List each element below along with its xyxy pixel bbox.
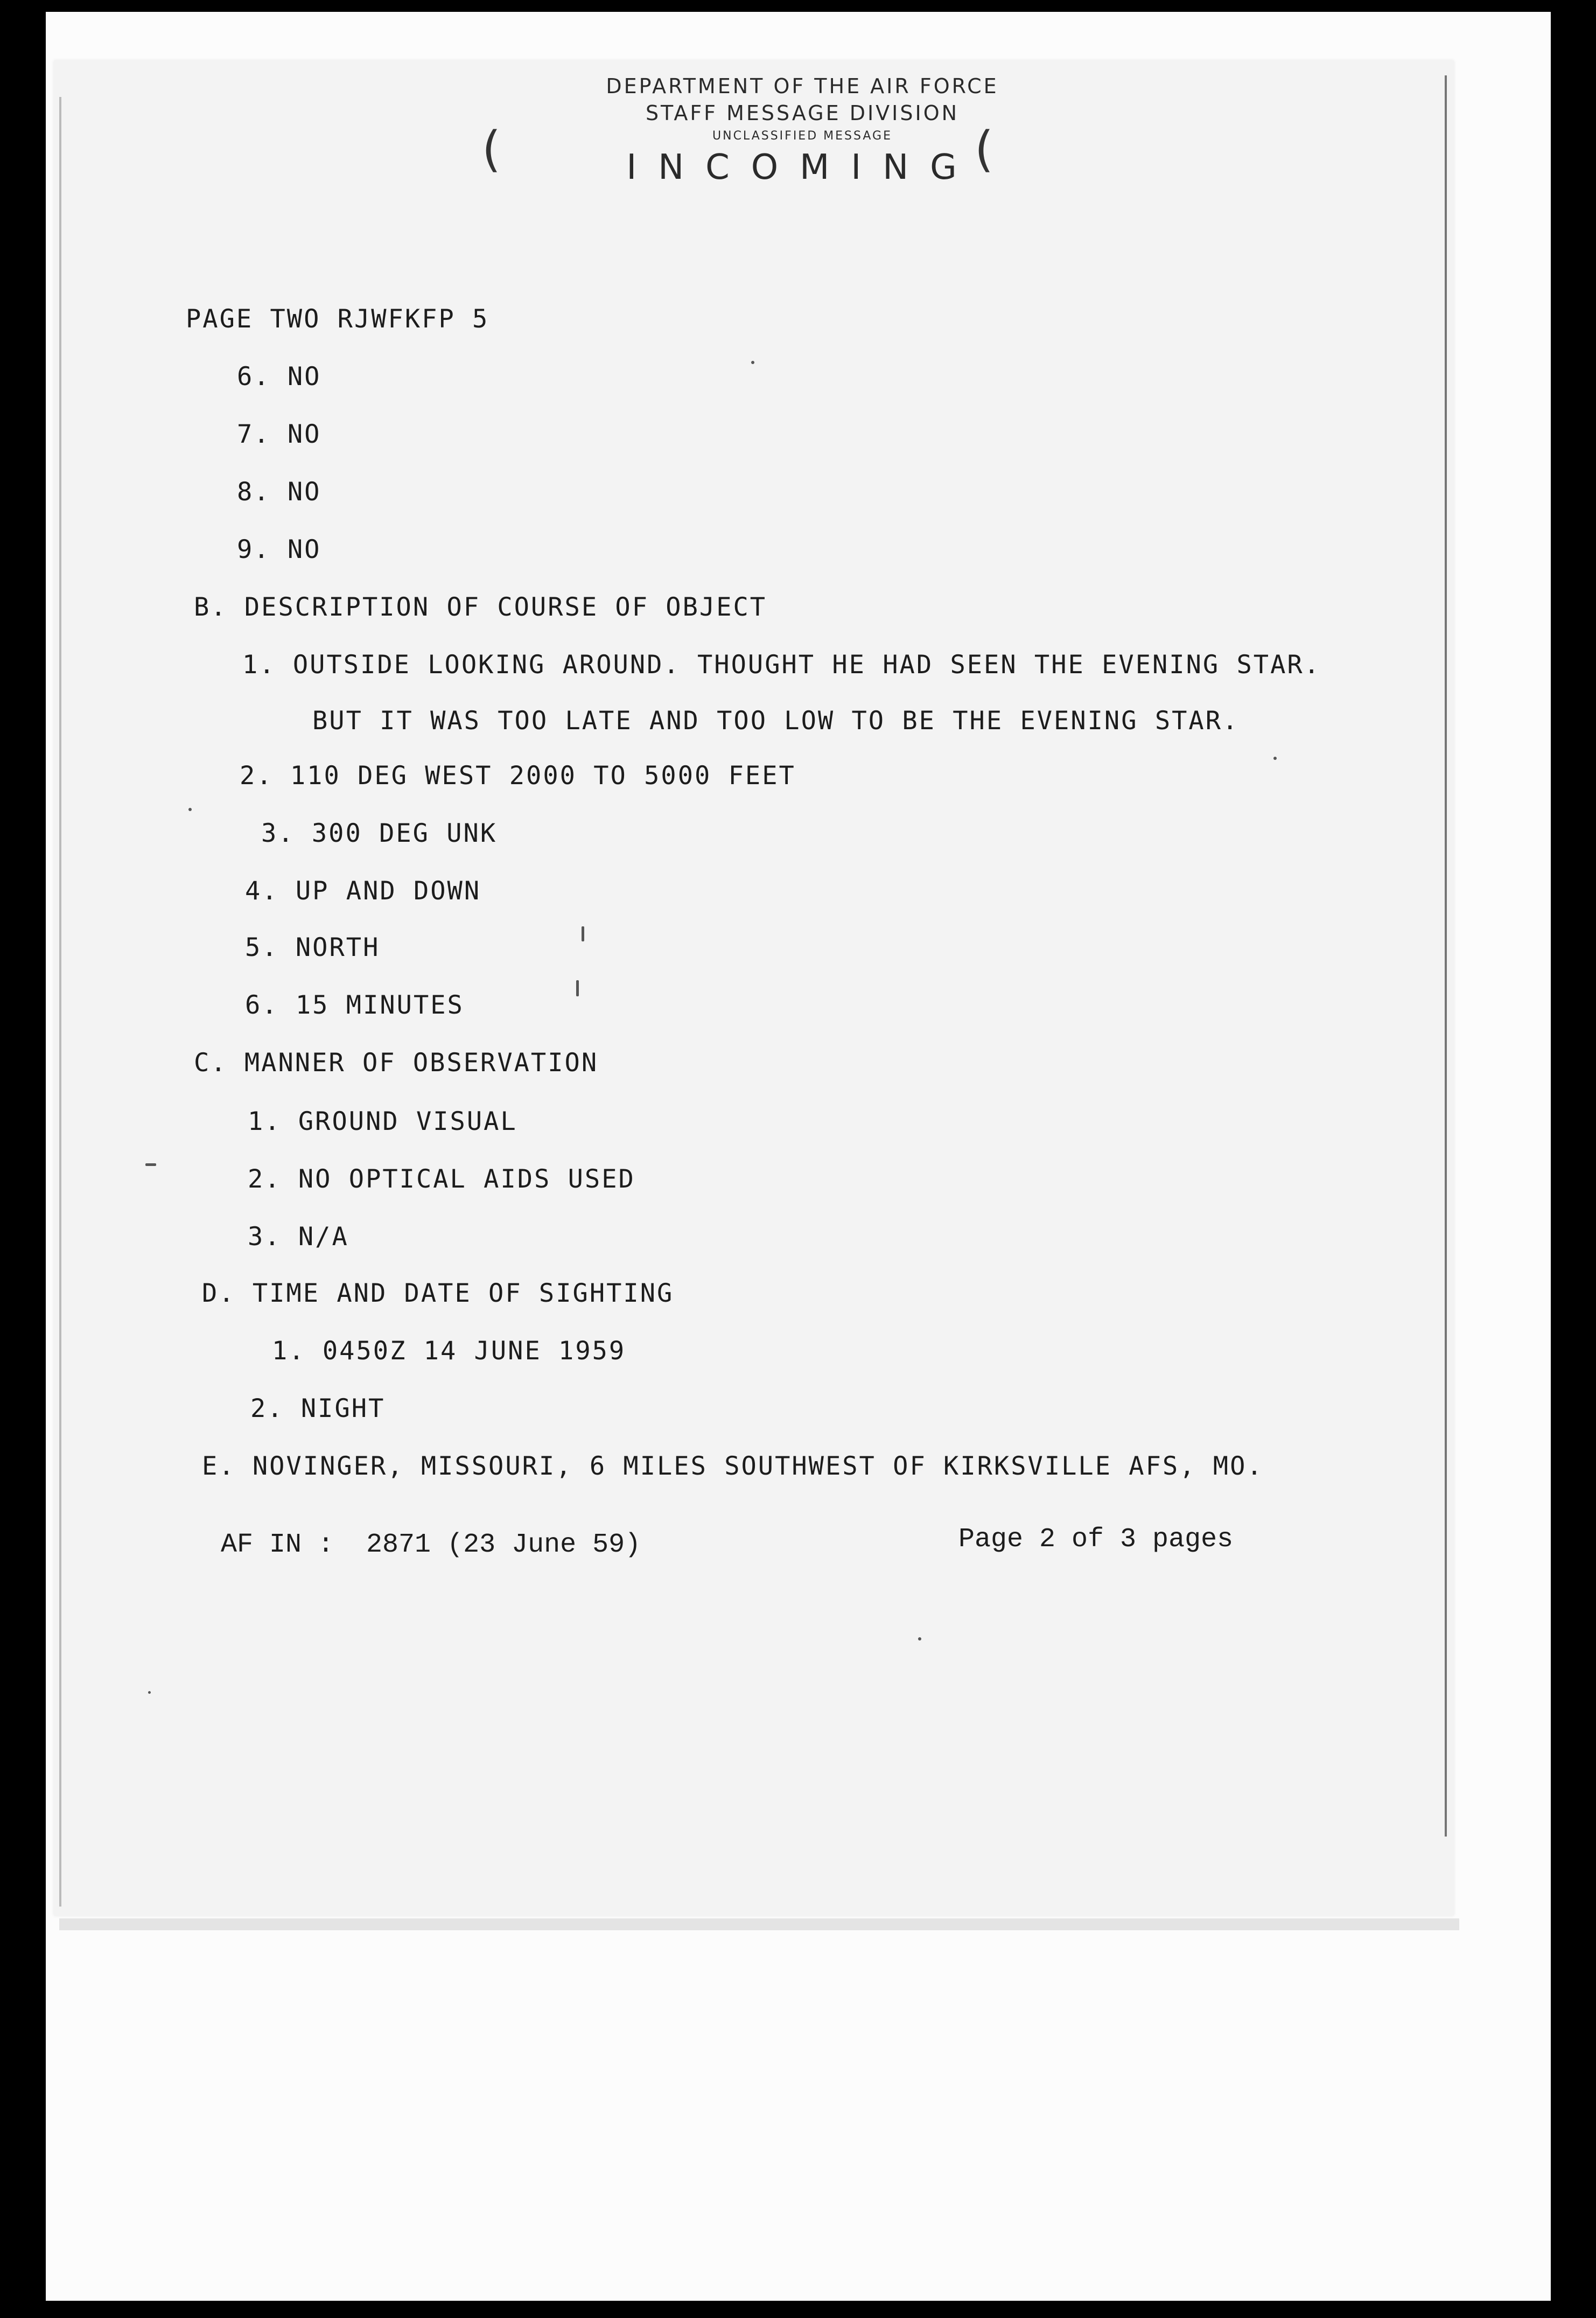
sheet-left-edge	[59, 97, 61, 1907]
message-header	[571, 73, 1034, 189]
speck	[1273, 757, 1277, 760]
item-line: 9. NO	[237, 535, 321, 564]
header-direction: INCOMING	[626, 148, 978, 187]
item-line: 1. GROUND VISUAL	[248, 1107, 517, 1136]
message-sheet	[54, 60, 1454, 1916]
speck	[582, 926, 584, 941]
af-in-reference: AF IN : 2871 (23 June 59)	[221, 1530, 641, 1560]
section-heading: E. NOVINGER, MISSOURI, 6 MILES SOUTHWEST OF KIRKSVILLE AFS, MO.	[202, 1451, 1264, 1481]
item-line: 4. UP AND DOWN	[245, 876, 481, 906]
header-bracket-right: (	[975, 121, 994, 178]
header-division: STAFF MESSAGE DIVISION	[645, 101, 960, 125]
speck	[148, 1691, 151, 1694]
item-line: 3. 300 DEG UNK	[261, 819, 498, 848]
speck	[145, 1163, 156, 1166]
item-line: 2. 110 DEG WEST 2000 TO 5000 FEET	[240, 761, 796, 791]
item-line: 2. NO OPTICAL AIDS USED	[248, 1164, 635, 1194]
speck	[751, 361, 754, 364]
speck	[188, 808, 192, 811]
item-line: 3. N/A	[248, 1222, 349, 1252]
item-line: 1. 0450Z 14 JUNE 1959	[272, 1336, 626, 1366]
header-bracket-left: (	[482, 121, 501, 178]
item-line: 1. OUTSIDE LOOKING AROUND. THOUGHT HE HAD SEEN THE EVENING STAR.	[242, 650, 1321, 680]
header-department: DEPARTMENT OF THE AIR FORCE	[606, 74, 999, 98]
section-heading: C. MANNER OF OBSERVATION	[194, 1048, 599, 1078]
speck	[918, 1637, 921, 1640]
speck	[576, 980, 579, 996]
item-line: 6. NO	[237, 362, 321, 392]
item-line: 5. NORTH	[245, 933, 380, 962]
item-line: 2. NIGHT	[250, 1394, 386, 1423]
item-line: 6. 15 MINUTES	[245, 990, 464, 1020]
page-count: Page 2 of 3 pages	[958, 1524, 1234, 1555]
page-line: PAGE TWO RJWFKFP 5	[186, 304, 489, 334]
sheet-right-edge	[1445, 75, 1447, 1837]
section-heading: D. TIME AND DATE OF SIGHTING	[202, 1279, 674, 1308]
item-continuation: BUT IT WAS TOO LATE AND TOO LOW TO BE THE EVENING STAR.	[312, 706, 1240, 736]
item-line: 7. NO	[237, 420, 321, 449]
sheet-shadow	[59, 1918, 1459, 1930]
section-heading: B. DESCRIPTION OF COURSE OF OBJECT	[194, 592, 767, 622]
header-classification: UNCLASSIFIED MESSAGE	[712, 129, 892, 143]
item-line: 8. NO	[237, 477, 321, 507]
